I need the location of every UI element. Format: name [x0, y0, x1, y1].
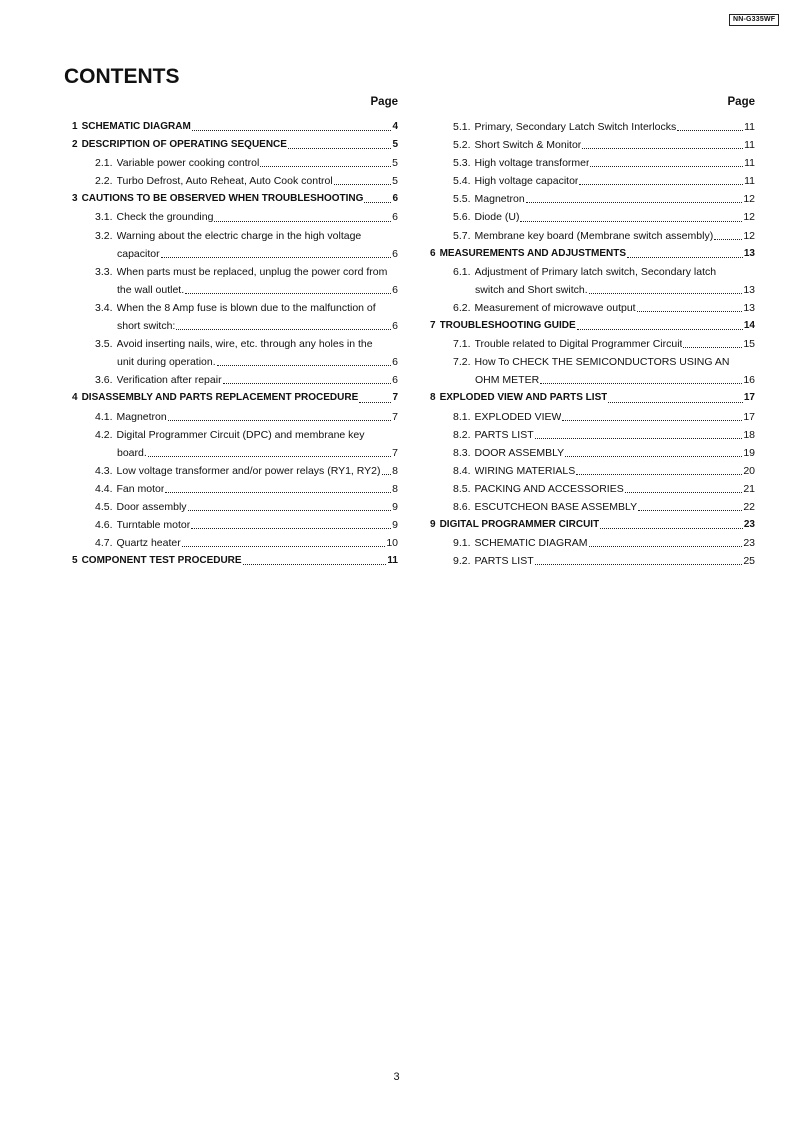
toc-entry-number: 3.1. [95, 211, 113, 224]
toc-subsection[interactable] [72, 426, 398, 462]
toc-entry-line [72, 190, 398, 208]
toc-entry-number: 4.7. [95, 537, 113, 550]
toc-entry-line [95, 534, 398, 552]
model-number-badge: NN-G335WF [729, 14, 779, 26]
toc-entry-page: 7 [392, 410, 398, 423]
toc-entry-number: 2 [72, 139, 78, 151]
toc-entry-page: 11 [387, 555, 398, 567]
toc-section[interactable] [72, 118, 398, 136]
toc-entry-number: 5 [72, 555, 78, 567]
toc-entry-page: 20 [743, 464, 755, 477]
dot-leader [243, 563, 387, 565]
toc-entry-title-continued: unit during operation. [117, 356, 216, 369]
toc-entry-page: 17 [743, 392, 755, 404]
toc-entry-title: Primary, Secondary Latch Switch Interlocks [474, 121, 677, 133]
toc-entry-number: 7 [430, 320, 436, 332]
toc-entry-line [95, 281, 398, 299]
dot-leader [192, 129, 392, 131]
toc-entry-number: 3 [72, 193, 78, 205]
toc-entry-title: When the 8 Amp fuse is blown due to the malfunction of [116, 301, 376, 314]
toc-entry-number: 5.6. [453, 211, 471, 224]
toc-entry-title: Turntable motor [116, 519, 191, 532]
toc-entry-page: 19 [743, 446, 755, 459]
toc-entry-title: Measurement of microwave output [474, 301, 636, 314]
toc-entry-page: 6 [392, 283, 398, 296]
toc-entry-number: 6 [430, 247, 436, 259]
toc-entry-title: EXPLODED VIEW [474, 410, 562, 423]
toc-entry-page: 6 [392, 247, 398, 260]
toc-entry-number: 4.2. [95, 428, 113, 441]
toc-subsection[interactable] [72, 498, 398, 516]
toc-entry-line [453, 480, 755, 498]
toc-entry-page: 12 [743, 193, 755, 206]
dot-leader [565, 455, 742, 457]
toc-entry-number: 3.3. [95, 265, 113, 278]
toc-entry-number: 5.1. [453, 121, 471, 133]
toc-subsection[interactable] [72, 480, 398, 498]
toc-entry-title: Variable power cooking control [116, 157, 260, 170]
toc-entry-page: 7 [392, 392, 398, 404]
toc-subsection[interactable] [430, 444, 755, 462]
toc-entry-title: How To CHECK THE SEMICONDUCTORS USING AN [474, 356, 730, 369]
toc-subsection[interactable] [72, 371, 398, 389]
toc-entry-number: 4.3. [95, 464, 113, 477]
dot-leader [540, 382, 742, 384]
dot-leader [288, 147, 391, 149]
toc-entry-page: 11 [744, 121, 755, 133]
toc-section[interactable] [430, 516, 755, 534]
toc-entry-number: 9 [430, 519, 436, 531]
toc-entry-number: 8.2. [453, 428, 471, 441]
toc-entry-line [453, 299, 755, 317]
toc-entry-page: 23 [743, 519, 755, 531]
toc-entry-title: MEASUREMENTS AND ADJUSTMENTS [439, 247, 627, 259]
dot-leader [677, 129, 743, 131]
toc-entry-title-continued: switch and Short switch. [475, 283, 588, 296]
toc-subsection[interactable] [430, 136, 755, 154]
toc-section[interactable] [72, 190, 398, 208]
toc-entry-number: 6.1. [453, 265, 471, 278]
toc-entry-page: 12 [743, 229, 755, 242]
dot-leader [359, 401, 391, 403]
toc-entry-number: 4.5. [95, 500, 113, 513]
toc-entry-page: 9 [392, 519, 398, 532]
dot-leader [382, 473, 392, 475]
toc-entry-title: Digital Programmer Circuit (DPC) and membrane key [116, 428, 365, 441]
toc-entry-line [95, 208, 398, 226]
toc-entry-title: PACKING AND ACCESSORIES [474, 482, 624, 495]
dot-leader [165, 491, 391, 493]
toc-entry-title: COMPONENT TEST PROCEDURE [81, 555, 242, 567]
dot-leader [223, 382, 392, 384]
toc-entry-title: When parts must be replaced, unplug the power cord from [116, 265, 388, 278]
dot-leader [714, 238, 742, 240]
toc-entry-number: 2.1. [95, 157, 113, 170]
toc-entry-number: 8.6. [453, 500, 471, 513]
toc-entry-line [95, 516, 398, 534]
toc-subsection[interactable] [72, 516, 398, 534]
toc-entry-title-continued: the wall outlet. [117, 283, 185, 296]
toc-entry-line [95, 462, 398, 480]
toc-entry-line [95, 335, 398, 353]
toc-subsection[interactable] [430, 498, 755, 516]
toc-entry-title: Door assembly [116, 500, 187, 513]
toc-entry-title: High voltage capacitor [474, 175, 579, 188]
toc-entry-number: 7.2. [453, 356, 471, 369]
toc-entry-title: DOOR ASSEMBLY [474, 446, 565, 459]
toc-entry-line [453, 172, 755, 190]
toc-entry-number: 2.2. [95, 175, 113, 188]
toc-entry-page: 17 [743, 410, 755, 423]
toc-subsection[interactable] [430, 208, 755, 226]
toc-entry-number: 7.1. [453, 338, 471, 351]
toc-subsection[interactable] [72, 154, 398, 172]
toc-entry-page: 14 [743, 320, 755, 332]
toc-entry-page: 6 [392, 374, 398, 387]
toc-entry-page: 6 [392, 320, 398, 333]
dot-leader [576, 473, 742, 475]
toc-entry-line [430, 245, 755, 263]
toc-subsection[interactable] [430, 227, 755, 245]
dot-leader [191, 527, 391, 529]
toc-entry-title-continued: board. [117, 446, 147, 459]
dot-leader [589, 292, 743, 294]
toc-section[interactable] [430, 245, 755, 263]
toc-list-left [72, 118, 398, 570]
toc-entry-line [453, 371, 755, 389]
toc-entry-title-continued: short switch: [117, 320, 176, 333]
toc-entry-title: Check the grounding [116, 211, 214, 224]
toc-subsection[interactable] [430, 480, 755, 498]
toc-entry-line [95, 426, 398, 444]
toc-entry-number: 9.2. [453, 555, 471, 568]
toc-entry-line [453, 552, 755, 570]
toc-entry-title: PARTS LIST [474, 555, 534, 568]
toc-subsection[interactable] [430, 118, 755, 136]
dot-leader [334, 183, 391, 185]
toc-entry-line [95, 480, 398, 498]
toc-entry-line [430, 516, 755, 534]
toc-entry-number: 8.1. [453, 410, 471, 423]
toc-entry-line [453, 136, 755, 154]
toc-entry-page: 11 [744, 139, 755, 152]
toc-entry-title: DISASSEMBLY AND PARTS REPLACEMENT PROCEDURE [81, 392, 359, 404]
toc-entry-page: 5 [392, 139, 398, 151]
toc-entry-page: 11 [744, 175, 755, 188]
dot-leader [217, 364, 392, 366]
toc-entry-line [430, 317, 755, 335]
toc-entry-title: Verification after repair [116, 374, 222, 387]
toc-subsection[interactable] [430, 335, 755, 353]
toc-entry-line [95, 154, 398, 172]
dot-leader [535, 437, 743, 439]
toc-subsection[interactable] [72, 299, 398, 335]
toc-section[interactable] [430, 389, 755, 407]
toc-entry-title: Magnetron [474, 193, 525, 206]
toc-column-left [72, 95, 398, 570]
toc-subsection[interactable] [72, 408, 398, 426]
dot-leader [562, 419, 742, 421]
toc-entry-title: Magnetron [116, 410, 167, 423]
toc-entry-line [95, 444, 398, 462]
dot-leader [600, 527, 743, 529]
toc-entry-line [453, 444, 755, 462]
toc-entry-line [95, 227, 398, 245]
toc-entry-page: 13 [743, 283, 755, 296]
toc-entry-line [72, 552, 398, 570]
toc-entry-line [453, 118, 755, 136]
toc-entry-page: 5 [392, 175, 398, 188]
toc-entry-number: 5.2. [453, 139, 471, 152]
dot-leader [625, 491, 743, 493]
toc-entry-number: 1 [72, 121, 78, 132]
toc-entry-title: Membrane key board (Membrane switch assembly) [474, 229, 714, 242]
toc-entry-title: ESCUTCHEON BASE ASSEMBLY [474, 500, 638, 513]
dot-leader [577, 328, 743, 330]
toc-entry-line [95, 299, 398, 317]
dot-leader [176, 328, 391, 330]
dot-leader [526, 201, 743, 203]
toc-entry-page: 21 [743, 482, 755, 495]
toc-entry-page: 16 [743, 374, 755, 387]
toc-entry-page: 13 [743, 301, 755, 314]
dot-leader [608, 401, 743, 403]
page-number: 3 [393, 1071, 400, 1083]
toc-entry-title-continued: capacitor [117, 247, 160, 260]
toc-entry-line [453, 227, 755, 245]
toc-entry-title: Turbo Defrost, Auto Reheat, Auto Cook control [116, 175, 333, 188]
toc-entry-number: 4.1. [95, 410, 113, 423]
toc-entry-page: 22 [743, 500, 755, 513]
toc-entry-title: Warning about the electric charge in the high voltage [116, 229, 362, 242]
toc-entry-line [95, 263, 398, 281]
toc-entry-line [453, 462, 755, 480]
dot-leader [683, 346, 742, 348]
toc-subsection[interactable] [72, 534, 398, 552]
toc-entry-title: CAUTIONS TO BE OBSERVED WHEN TROUBLESHOOTING [81, 193, 364, 205]
toc-entry-page: 8 [392, 482, 398, 495]
toc-entry-number: 3.2. [95, 229, 113, 242]
toc-entry-page: 13 [743, 247, 755, 259]
toc-entry-line [95, 245, 398, 263]
dot-leader [148, 455, 391, 457]
toc-subsection[interactable] [430, 353, 755, 389]
dot-leader [161, 256, 392, 258]
toc-entry-title: SCHEMATIC DIAGRAM [81, 121, 191, 132]
dot-leader [185, 292, 391, 294]
toc-section[interactable] [430, 317, 755, 335]
toc-subsection[interactable] [72, 462, 398, 480]
toc-section[interactable] [72, 136, 398, 154]
toc-entry-page: 6 [392, 193, 398, 205]
page-title: CONTENTS [64, 65, 180, 88]
page-column-heading: Page [370, 96, 398, 108]
toc-entry-page: 12 [743, 211, 755, 224]
toc-subsection[interactable] [72, 227, 398, 263]
toc-subsection[interactable] [72, 208, 398, 226]
toc-subsection[interactable] [72, 335, 398, 371]
dot-leader [590, 165, 743, 167]
toc-entry-line [453, 190, 755, 208]
toc-entry-line [453, 498, 755, 516]
toc-entry-number: 8.3. [453, 446, 471, 459]
toc-entry-title: Quartz heater [116, 537, 181, 550]
toc-entry-number: 3.5. [95, 338, 113, 351]
toc-entry-page: 6 [392, 211, 398, 224]
toc-entry-number: 8.4. [453, 464, 471, 477]
toc-entry-number: 4.4. [95, 482, 113, 495]
toc-entry-page: 18 [743, 428, 755, 441]
toc-entry-title: Short Switch & Monitor [474, 139, 582, 152]
toc-entry-line [453, 534, 755, 552]
toc-entry-number: 8.5. [453, 482, 471, 495]
toc-entry-page: 6 [392, 356, 398, 369]
toc-entry-title: Fan motor [116, 482, 165, 495]
toc-entry-title: Adjustment of Primary latch switch, Secondary latch [474, 265, 717, 278]
toc-entry-number: 5.4. [453, 175, 471, 188]
toc-subsection[interactable] [72, 263, 398, 299]
toc-entry-line [453, 281, 755, 299]
toc-subsection[interactable] [430, 190, 755, 208]
dot-leader [582, 147, 743, 149]
dot-leader [637, 310, 743, 312]
toc-entry-title: Low voltage transformer and/or power relays (RY1, RY2) [116, 464, 381, 477]
toc-entry-page: 9 [392, 500, 398, 513]
toc-entry-title: Diode (U) [474, 211, 520, 224]
toc-entry-number: 5.5. [453, 193, 471, 206]
toc-entry-line [95, 408, 398, 426]
toc-entry-page: 7 [392, 446, 398, 459]
toc-entry-title: WIRING MATERIALS [474, 464, 576, 477]
toc-subsection[interactable] [430, 426, 755, 444]
toc-entry-line [453, 426, 755, 444]
dot-leader [168, 419, 391, 421]
toc-entry-page: 23 [743, 537, 755, 550]
toc-entry-line [95, 353, 398, 371]
toc-entry-line [95, 317, 398, 335]
toc-entry-title: DIGITAL PROGRAMMER CIRCUIT [439, 519, 600, 531]
toc-entry-line [95, 498, 398, 516]
toc-entry-line [453, 353, 755, 371]
toc-entry-line [453, 208, 755, 226]
toc-entry-page: 4 [392, 121, 398, 132]
dot-leader [364, 201, 391, 203]
toc-entry-number: 4 [72, 392, 78, 404]
dot-leader [627, 256, 743, 258]
toc-entry-title: SCHEMATIC DIAGRAM [474, 537, 588, 550]
toc-entry-page: 15 [743, 338, 755, 351]
toc-entry-title: Avoid inserting nails, wire, etc. through any holes in the [116, 338, 373, 351]
dot-leader [520, 220, 742, 222]
toc-entry-line [453, 335, 755, 353]
toc-entry-title-continued: OHM METER [475, 374, 540, 387]
dot-leader [589, 545, 743, 547]
toc-entry-line [95, 172, 398, 190]
dot-leader [188, 509, 392, 511]
toc-entry-line [430, 389, 755, 407]
toc-list-right [430, 118, 755, 570]
toc-entry-number: 3.6. [95, 374, 113, 387]
toc-entry-number: 3.4. [95, 301, 113, 314]
toc-entry-line [453, 154, 755, 172]
toc-section[interactable] [72, 389, 398, 407]
toc-subsection[interactable] [430, 299, 755, 317]
dot-leader [260, 165, 391, 167]
toc-subsection[interactable] [430, 408, 755, 426]
dot-leader [638, 509, 742, 511]
toc-column-right [430, 95, 755, 570]
toc-entry-number: 8 [430, 392, 436, 404]
toc-section[interactable] [72, 552, 398, 570]
toc-entry-number: 9.1. [453, 537, 471, 550]
toc-entry-title: TROUBLESHOOTING GUIDE [439, 320, 576, 332]
toc-entry-title: PARTS LIST [474, 428, 534, 441]
toc-entry-page: 25 [743, 555, 755, 568]
toc-entry-line [95, 371, 398, 389]
toc-entry-title: Trouble related to Digital Programmer Circuit [474, 338, 683, 351]
toc-entry-title: DESCRIPTION OF OPERATING SEQUENCE [81, 139, 287, 151]
dot-leader [182, 545, 386, 547]
toc-entry-page: 8 [392, 464, 398, 477]
toc-subsection[interactable] [430, 154, 755, 172]
toc-entry-number: 4.6. [95, 519, 113, 532]
toc-subsection[interactable] [430, 534, 755, 552]
toc-entry-line [453, 263, 755, 281]
toc-entry-line [453, 408, 755, 426]
toc-subsection[interactable] [430, 552, 755, 570]
toc-entry-number: 5.7. [453, 229, 471, 242]
toc-entry-page: 10 [386, 537, 398, 550]
toc-subsection[interactable] [430, 462, 755, 480]
dot-leader [579, 183, 743, 185]
toc-entry-title: High voltage transformer [474, 157, 590, 170]
toc-subsection[interactable] [430, 263, 755, 299]
toc-subsection[interactable] [72, 172, 398, 190]
dot-leader [214, 220, 391, 222]
toc-entry-number: 6.2. [453, 301, 471, 314]
toc-entry-line [72, 389, 398, 407]
toc-entry-line [72, 118, 398, 136]
toc-entry-number: 5.3. [453, 157, 471, 170]
toc-subsection[interactable] [430, 172, 755, 190]
toc-entry-page: 11 [744, 157, 755, 170]
page-column-heading: Page [727, 96, 755, 108]
dot-leader [535, 563, 743, 565]
toc-entry-title: EXPLODED VIEW AND PARTS LIST [439, 392, 608, 404]
toc-entry-line [72, 136, 398, 154]
toc-entry-page: 5 [392, 157, 398, 170]
